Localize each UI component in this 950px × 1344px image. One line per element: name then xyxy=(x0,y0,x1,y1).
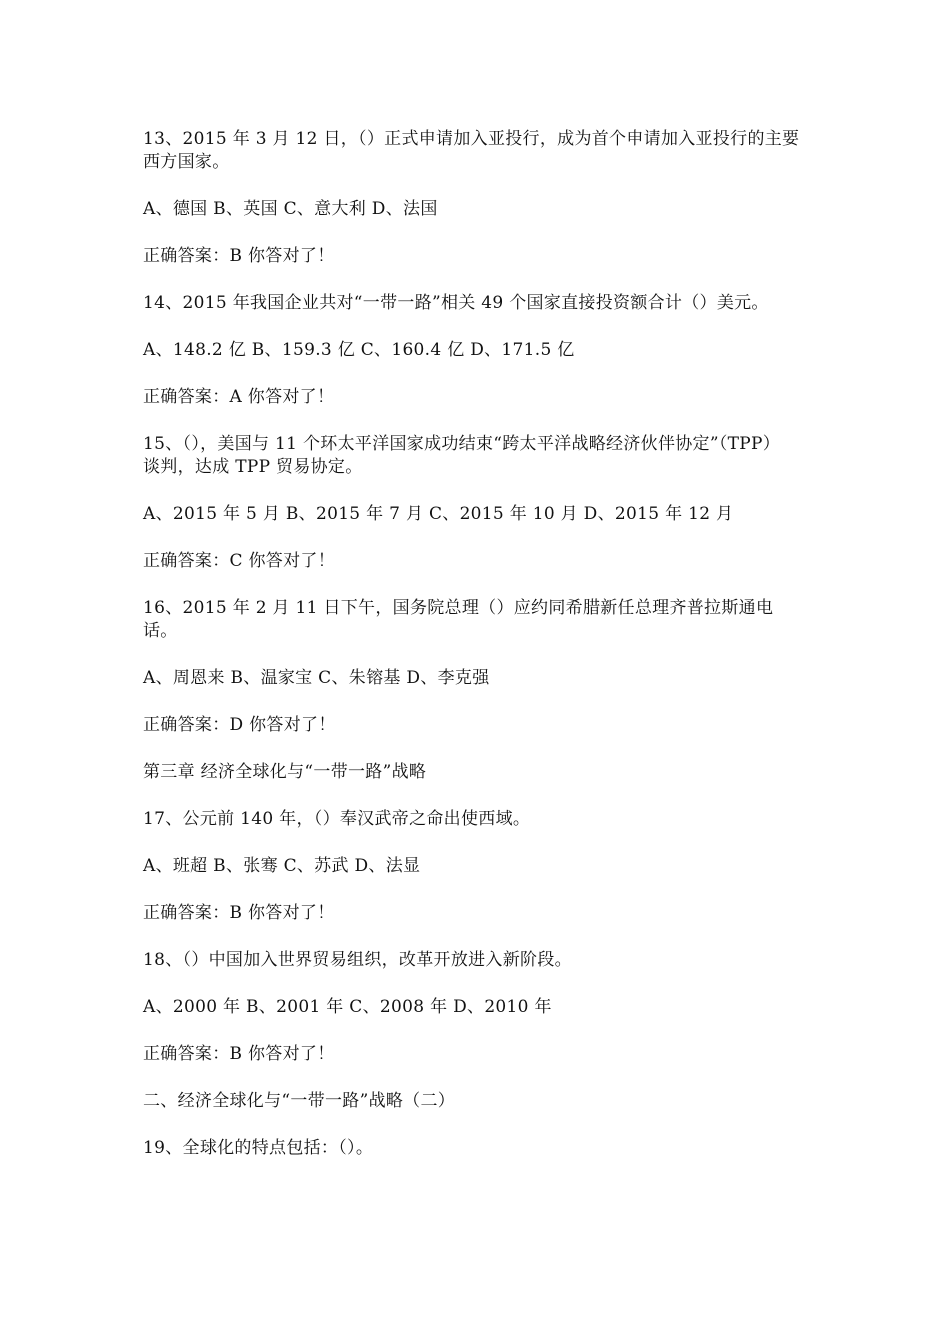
question-19-text: 19、全球化的特点包括：（）。 xyxy=(143,1138,374,1158)
question-14-text: 14、2015 年我国企业共对“一带一路”相关 49 个国家直接投资额合计（）美元。 xyxy=(143,293,769,313)
question-16-answer: 正确答案：D 你答对了！ xyxy=(143,715,336,735)
chapter-heading: 第三章 经济全球化与“一带一路”战略 xyxy=(143,762,427,782)
section-heading: 二、经济全球化与“一带一路”战略（二） xyxy=(143,1091,456,1111)
question-17-text: 17、公元前 140 年，（）奉汉武帝之命出使西域。 xyxy=(143,809,531,829)
question-18-answer: 正确答案：B 你答对了！ xyxy=(143,1044,335,1064)
question-14-answer: 正确答案：A 你答对了！ xyxy=(143,387,335,407)
question-13-options: A、德国 B、英国 C、意大利 D、法国 xyxy=(143,199,438,219)
question-18-options: A、2000 年 B、2001 年 C、2008 年 D、2010 年 xyxy=(143,997,552,1017)
question-18-text: 18、（）中国加入世界贸易组织，改革开放进入新阶段。 xyxy=(143,950,572,970)
question-15-text: 15、（），美国与 11 个环太平洋国家成功结束“跨太平洋战略经济伙伴协定”（TPP）谈判，达成 TPP 贸易协定。 xyxy=(143,434,781,477)
question-17-options: A、班超 B、张骞 C、苏武 D、法显 xyxy=(143,856,421,876)
question-17-answer: 正确答案：B 你答对了！ xyxy=(143,903,335,923)
question-16-options: A、周恩来 B、温家宝 C、朱镕基 D、李克强 xyxy=(143,668,490,688)
question-13-answer: 正确答案：B 你答对了！ xyxy=(143,246,335,266)
question-15-options: A、2015 年 5 月 B、2015 年 7 月 C、2015 年 10 月 D、2015 年 12 月 xyxy=(143,504,734,524)
question-13-text: 13、2015 年 3 月 12 日，（）正式申请加入亚投行，成为首个申请加入亚投行的主要西方国家。 xyxy=(143,129,800,172)
question-14-options: A、148.2 亿 B、159.3 亿 C、160.4 亿 D、171.5 亿 xyxy=(143,340,575,360)
question-15-answer: 正确答案：C 你答对了！ xyxy=(143,551,336,571)
document-body xyxy=(143,128,808,1160)
question-16-text: 16、2015 年 2 月 11 日下午，国务院总理（）应约同希腊新任总理齐普拉斯通电话。 xyxy=(143,598,774,641)
